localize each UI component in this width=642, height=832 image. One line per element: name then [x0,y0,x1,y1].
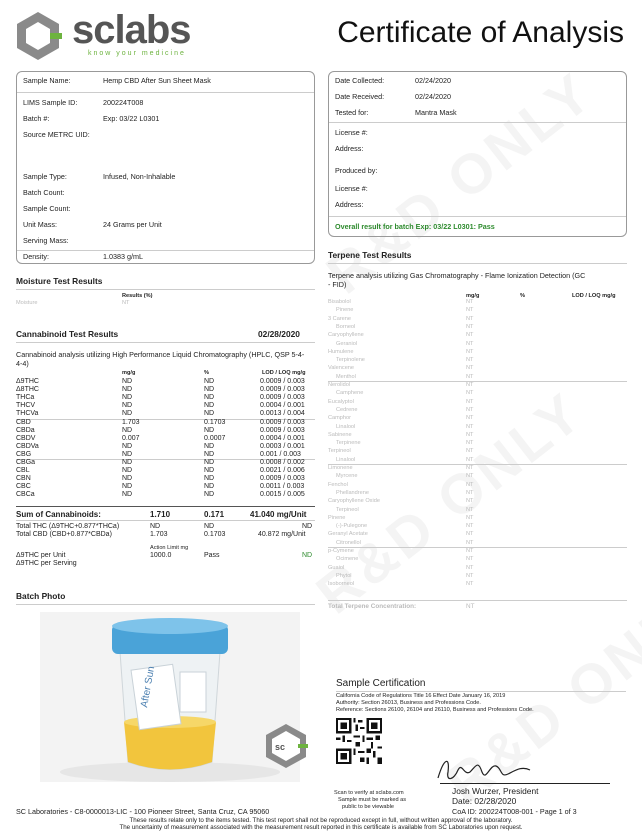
total-thc-label: Total THC (Δ9THC+0.877*THCa) [16,523,120,530]
cannabinoid-pct: ND [204,483,215,491]
sample-info-box [16,71,315,264]
terpene-value: NT [466,299,474,305]
terpene-name: p-Cymene [328,548,354,554]
sclabs-logo [12,10,222,62]
terpene-name: (-)-Pulegone [336,523,368,530]
total-thc-unit: ND [302,523,313,530]
cannabinoid-name: CBD [16,418,31,426]
terpene-name: Sabinene [328,431,352,438]
sample-row [17,220,314,234]
terpene-value: NT [466,489,474,496]
moisture-label: Moisture [16,300,38,306]
terpene-name: Terpinene [336,440,361,447]
terpene-name: Camphene [336,390,364,397]
cannabinoid-lod: 0.0004 / 0.001 [260,434,305,442]
cannabinoid-mg: ND [122,410,133,418]
signed-date: Date: 02/28/2020 [452,796,517,806]
total-cbd-label: Total CBD (CBD+0.877*CBDa) [16,531,112,538]
terpene-total-label: Total Terpene Concentration: [328,603,417,610]
cannabinoid-lod: 0.0004 / 0.001 [260,402,305,410]
terpene-value: NT [466,323,474,330]
cannabinoid-mg: ND [122,426,133,434]
client-row-label: Produced by: [335,166,378,175]
divider [328,547,627,548]
cannabinoid-name: CBDVa [16,442,39,450]
moisture-value: NT [122,300,130,306]
terpene-value: NT [466,315,474,322]
logo-text: sclabs [72,8,191,52]
divider [328,600,627,601]
per-unit-limit: 1000.0 [150,552,172,559]
cannabinoid-pct: ND [204,386,215,394]
terpene-value: NT [466,440,474,447]
cannabinoid-lod: 0.0021 / 0.006 [260,467,305,475]
divider [17,250,314,251]
batch-photo-image [40,612,300,782]
terpene-name: Cedrene [336,406,358,413]
sample-row [17,130,314,144]
cannabinoid-mg: ND [122,459,133,466]
cannabinoid-lod: 0.0013 / 0.004 [260,410,305,418]
cannabinoid-name: CBCa [16,491,35,499]
sample-row-value: Hemp CBD After Sun Sheet Mask [103,76,211,85]
terpene-value: NT [466,357,474,364]
terpene-name: Phellandrene [336,489,369,496]
sample-row-value: 200224T008 [103,98,144,107]
qr-note-1: Scan to verify at sclabs.com [334,790,404,796]
terpene-col-header: mg/g [466,293,480,299]
svg-text:After Sun: After Sun [139,665,158,709]
client-row-value: Mantra Mask [415,108,457,117]
cannabinoid-mg: ND [122,483,133,491]
sample-row [17,114,314,128]
action-limit-label: Action Limit mg [150,545,189,551]
cannabinoid-lod: 0.0009 / 0.003 [260,426,305,434]
cannabinoid-name: THCVa [16,410,39,418]
sample-row-value: 1.0383 g/mL [103,252,143,261]
divider [17,92,314,93]
cannabinoid-col-header: mg/g [122,370,136,376]
terpene-name: Limonene [328,465,353,471]
terpene-value: NT [466,332,474,339]
cannabinoid-lod: 0.0009 / 0.003 [260,475,305,483]
cannabinoid-lod: 0.0009 / 0.003 [260,386,305,394]
terpene-name: Linalool [336,456,356,463]
client-row [329,166,626,180]
sample-row-label: Sample Type: [23,172,67,181]
terpene-title: Terpene Test Results [328,250,412,260]
terpene-name: Humulene [328,348,354,355]
cannabinoid-lod: 0.0011 / 0.003 [260,483,305,491]
client-row-label: License #: [335,128,368,137]
cannabinoid-pct: ND [204,394,215,402]
terpene-value: NT [466,498,474,505]
per-serving-label: Δ9THC per Serving [16,560,77,567]
page-title: Certificate of Analysis [337,16,624,49]
sample-row-value: Exp: 03/22 L0301 [103,114,160,123]
cannabinoid-lod: 0.0003 / 0.001 [260,442,305,450]
cannabinoid-pct: ND [204,442,215,450]
cannabinoid-mg: ND [122,450,133,458]
sample-row [17,236,314,250]
client-row-value: 02/24/2020 [415,76,451,85]
cannabinoid-pct: ND [204,378,215,385]
cannabinoid-name: CBC [16,483,31,491]
total-cbd-unit: 40.872 mg/Unit [258,531,306,538]
terpene-name: Ocimene [336,556,359,563]
sample-row-label: Sample Count: [23,204,71,213]
signature-icon [430,752,550,786]
sample-row [17,204,314,218]
batch-photo-title: Batch Photo [16,591,66,601]
sample-row-label: Sample Name: [23,76,71,85]
terpene-name: Eucalyptol [328,398,354,405]
sample-row-label: Serving Mass: [23,236,69,245]
terpene-name: Geranyl Acetate [328,531,368,538]
per-serving-result: ND [302,552,313,559]
total-cbd-mg: 1.703 [150,531,168,538]
cert-line-2: Authority: Section 26013, Business and Professions Code. [336,700,481,706]
cannabinoid-name: CBDa [16,426,35,434]
terpene-value: NT [466,415,474,422]
sample-row [17,252,314,266]
terpene-name: Nerolidol [328,382,351,388]
terpene-value: NT [466,506,474,513]
cannabinoid-pct: ND [204,426,215,434]
cannabinoid-lod: 0.0015 / 0.005 [260,491,305,499]
terpene-value: NT [466,390,474,397]
terpene-name: Citronellol [336,539,361,546]
client-row-label: Address: [335,200,364,209]
sample-row-value: 24 Grams per Unit [103,220,162,229]
terpene-name: Fenchol [328,481,348,488]
terpene-name: Caryophyllene [328,332,364,339]
total-thc-pct: ND [204,523,215,530]
cannabinoid-title: Cannabinoid Test Results [16,329,119,339]
cannabinoid-mg: 1.703 [122,418,140,426]
client-row [329,184,626,198]
cannabinoid-mg: ND [122,378,133,385]
cannabinoid-date: 02/28/2020 [258,329,300,339]
terpene-value: NT [466,340,474,347]
terpene-name: 3 Carene [328,315,352,322]
terpene-value: NT [466,398,474,405]
terpene-name: Myrcene [336,473,358,480]
terpene-value: NT [466,406,474,413]
sclabs-seal-icon [262,722,310,770]
signer-name: Josh Wurzer, President [452,786,539,796]
cannabinoid-name: Δ8THC [16,386,39,394]
client-row [329,144,626,158]
terpene-value: NT [466,465,474,471]
terpene-name: Valencene [328,365,355,372]
cannabinoid-pct: ND [204,475,215,483]
terpene-name: Pinene [336,307,354,314]
terpene-name: Camphor [328,415,352,422]
cannabinoid-mg: ND [122,491,133,499]
terpene-name: Terpinolene [336,357,365,364]
sum-label: Sum of Cannabinoids: [16,510,101,519]
terpene-value: NT [466,423,474,430]
terpene-value: NT [466,564,474,571]
terpene-value: NT [466,382,474,388]
per-unit-result: Pass [204,552,220,559]
logo-tagline: know your medicine [88,50,186,57]
cannabinoid-name: THCa [16,394,35,402]
sum-mg: 1.710 [150,510,171,519]
cannabinoid-pct: 0.0007 [204,434,226,442]
sample-row-label: Batch #: [23,114,50,123]
cert-line-3: Reference: Sections 26100, 26104 and 26110, Business and Professions Code. [336,707,534,713]
sum-unit: 41.040 mg/Unit [250,510,307,519]
certification-title: Sample Certification [336,678,426,689]
cannabinoid-pct: ND [204,410,215,418]
overall-result: Overall result for batch Exp: 03/22 L0301: Pass [335,222,495,231]
coa-id: CoA ID: 200224T008-001 - Page 1 of 3 [452,807,577,816]
terpene-name: Terpineol [328,448,351,455]
cannabinoid-mg: ND [122,394,133,402]
cannabinoid-pct: ND [204,491,215,499]
terpene-col-header: LOD / LOQ mg/g [572,293,616,299]
terpene-value: NT [466,473,474,480]
terpene-name: Linalool [336,423,356,430]
terpene-name: Phytol [336,572,352,579]
qr-note-2: Sample must be marked as [338,797,407,803]
sample-row [17,172,314,186]
divider [16,506,315,507]
terpene-col-header: % [520,293,525,299]
terpene-value: NT [466,539,474,546]
terpene-value: NT [466,572,474,579]
divider [328,464,627,465]
terpene-value: NT [466,365,474,372]
client-info-box [328,71,627,237]
cannabinoid-pct: ND [204,402,215,410]
cannabinoid-lod: 0.0009 / 0.003 [260,394,305,402]
terpene-value: NT [466,348,474,355]
cannabinoid-lod: 0.0009 / 0.003 [260,418,305,426]
terpene-value: NT [466,548,474,554]
divider [328,381,627,382]
cannabinoid-mg: ND [122,402,133,410]
sample-row-label: Unit Mass: [23,220,57,229]
client-row [329,128,626,142]
terpene-value: NT [466,307,474,314]
cannabinoid-name: CBN [16,475,31,483]
cannabinoid-pct: ND [204,467,215,475]
divider [329,216,626,217]
sample-row-label: Batch Count: [23,188,65,197]
cannabinoid-pct: ND [204,459,215,466]
sample-row [17,76,314,90]
client-row [329,200,626,214]
hexagon-logo-icon [12,10,64,62]
divider [329,122,626,123]
client-row [329,76,626,90]
moisture-title: Moisture Test Results [16,276,103,286]
cannabinoid-mg: ND [122,386,133,394]
cannabinoid-name: CBG [16,450,32,458]
moisture-col: Results (%) [122,293,153,299]
client-row-label: Tested for: [335,108,369,117]
cannabinoid-mg: 0.007 [122,434,140,442]
header [12,8,632,63]
terpene-name: Borneol [336,323,356,330]
total-cbd-pct: 0.1703 [204,531,226,538]
cannabinoid-col-header: % [204,370,209,376]
terpene-value: NT [466,531,474,538]
terpene-name: Pinene [328,514,346,521]
client-row [329,92,626,106]
terpene-value: NT [466,373,474,380]
qr-note-3: public to be viewable [342,804,394,810]
cannabinoid-lod: 0.0009 / 0.003 [260,378,305,385]
sample-row-label: Source METRC UID: [23,130,90,139]
cannabinoid-name: CBDV [16,434,36,442]
terpene-value: NT [466,523,474,530]
cannabinoid-mg: ND [122,442,133,450]
terpene-name: Menthol [336,373,356,380]
sample-row-label: LIMS Sample ID: [23,98,78,107]
per-unit-label: Δ9THC per Unit [16,552,66,559]
terpene-value: NT [466,514,474,521]
cannabinoid-pct: 0.1703 [204,418,226,426]
client-row-label: Address: [335,144,364,153]
sample-row-label: Density: [23,252,49,261]
cannabinoid-col-header: LOD / LOQ mg/g [262,370,306,376]
terpene-value: NT [466,481,474,488]
sum-pct: 0.171 [204,510,225,519]
terpene-method: Terpene analysis utilizing Gas Chromatography - Flame Ionization Detection (GC - FID) [328,271,586,289]
cannabinoid-mg: ND [122,475,133,483]
client-row-label: License #: [335,184,368,193]
cannabinoid-pct: ND [204,450,215,458]
terpene-name: Geraniol [336,340,358,347]
cannabinoid-method: Cannabinoid analysis utilizing High Performance Liquid Chromatography (HPLC, QSP 5-4-4-4) [16,350,305,368]
terpene-value: NT [466,456,474,463]
sample-row [17,98,314,112]
cannabinoid-mg: ND [122,467,133,475]
cannabinoid-name: CBL [16,467,30,475]
total-thc-mg: ND [150,523,161,530]
divider [16,520,315,521]
terpene-value: NT [466,448,474,455]
sample-row [17,188,314,202]
cannabinoid-name: CBGa [16,459,36,466]
client-row [329,108,626,122]
footer-disclaimer-2: The uncertainty of measurement associated with the measurement result reported in this certificate is available from SC Laboratories upon request. [119,824,523,831]
cert-line-1: California Code of Regulations Title 16 Effect Date January 16, 2019 [336,693,506,699]
terpene-name: Terpineol [336,506,359,513]
svg-text:sc: sc [275,742,286,752]
cannabinoid-lod: 0.001 / 0.003 [260,450,301,458]
footer-address: SC Laboratories - C8-0000013-LIC - 100 Pioneer Street, Santa Cruz, CA 95060 [16,807,270,816]
client-row-label: Date Collected: [335,76,385,85]
sample-row-value: Infused, Non-Inhalable [103,172,176,181]
terpene-value: NT [466,431,474,438]
client-row-label: Date Received: [335,92,385,101]
terpene-total-value: NT [466,603,475,610]
terpene-value: NT [466,581,474,588]
terpene-name: Isoborneol [328,581,355,588]
cannabinoid-name: THCV [16,402,36,410]
cannabinoid-lod: 0.0008 / 0.002 [260,459,305,466]
footer-disclaimer-1: These results relate only to the items tested. This test report shall not be reproduced except in full, without written approval of the laboratory. [129,817,513,824]
cannabinoid-name: Δ9THC [16,378,39,385]
terpene-name: Guaiol [328,564,345,571]
qr-code-icon [336,718,382,764]
client-row-value: 02/24/2020 [415,92,451,101]
terpene-name: Bisabolol [328,299,351,305]
terpene-name: Caryophyllene Oxide [328,498,380,505]
terpene-value: NT [466,556,474,563]
